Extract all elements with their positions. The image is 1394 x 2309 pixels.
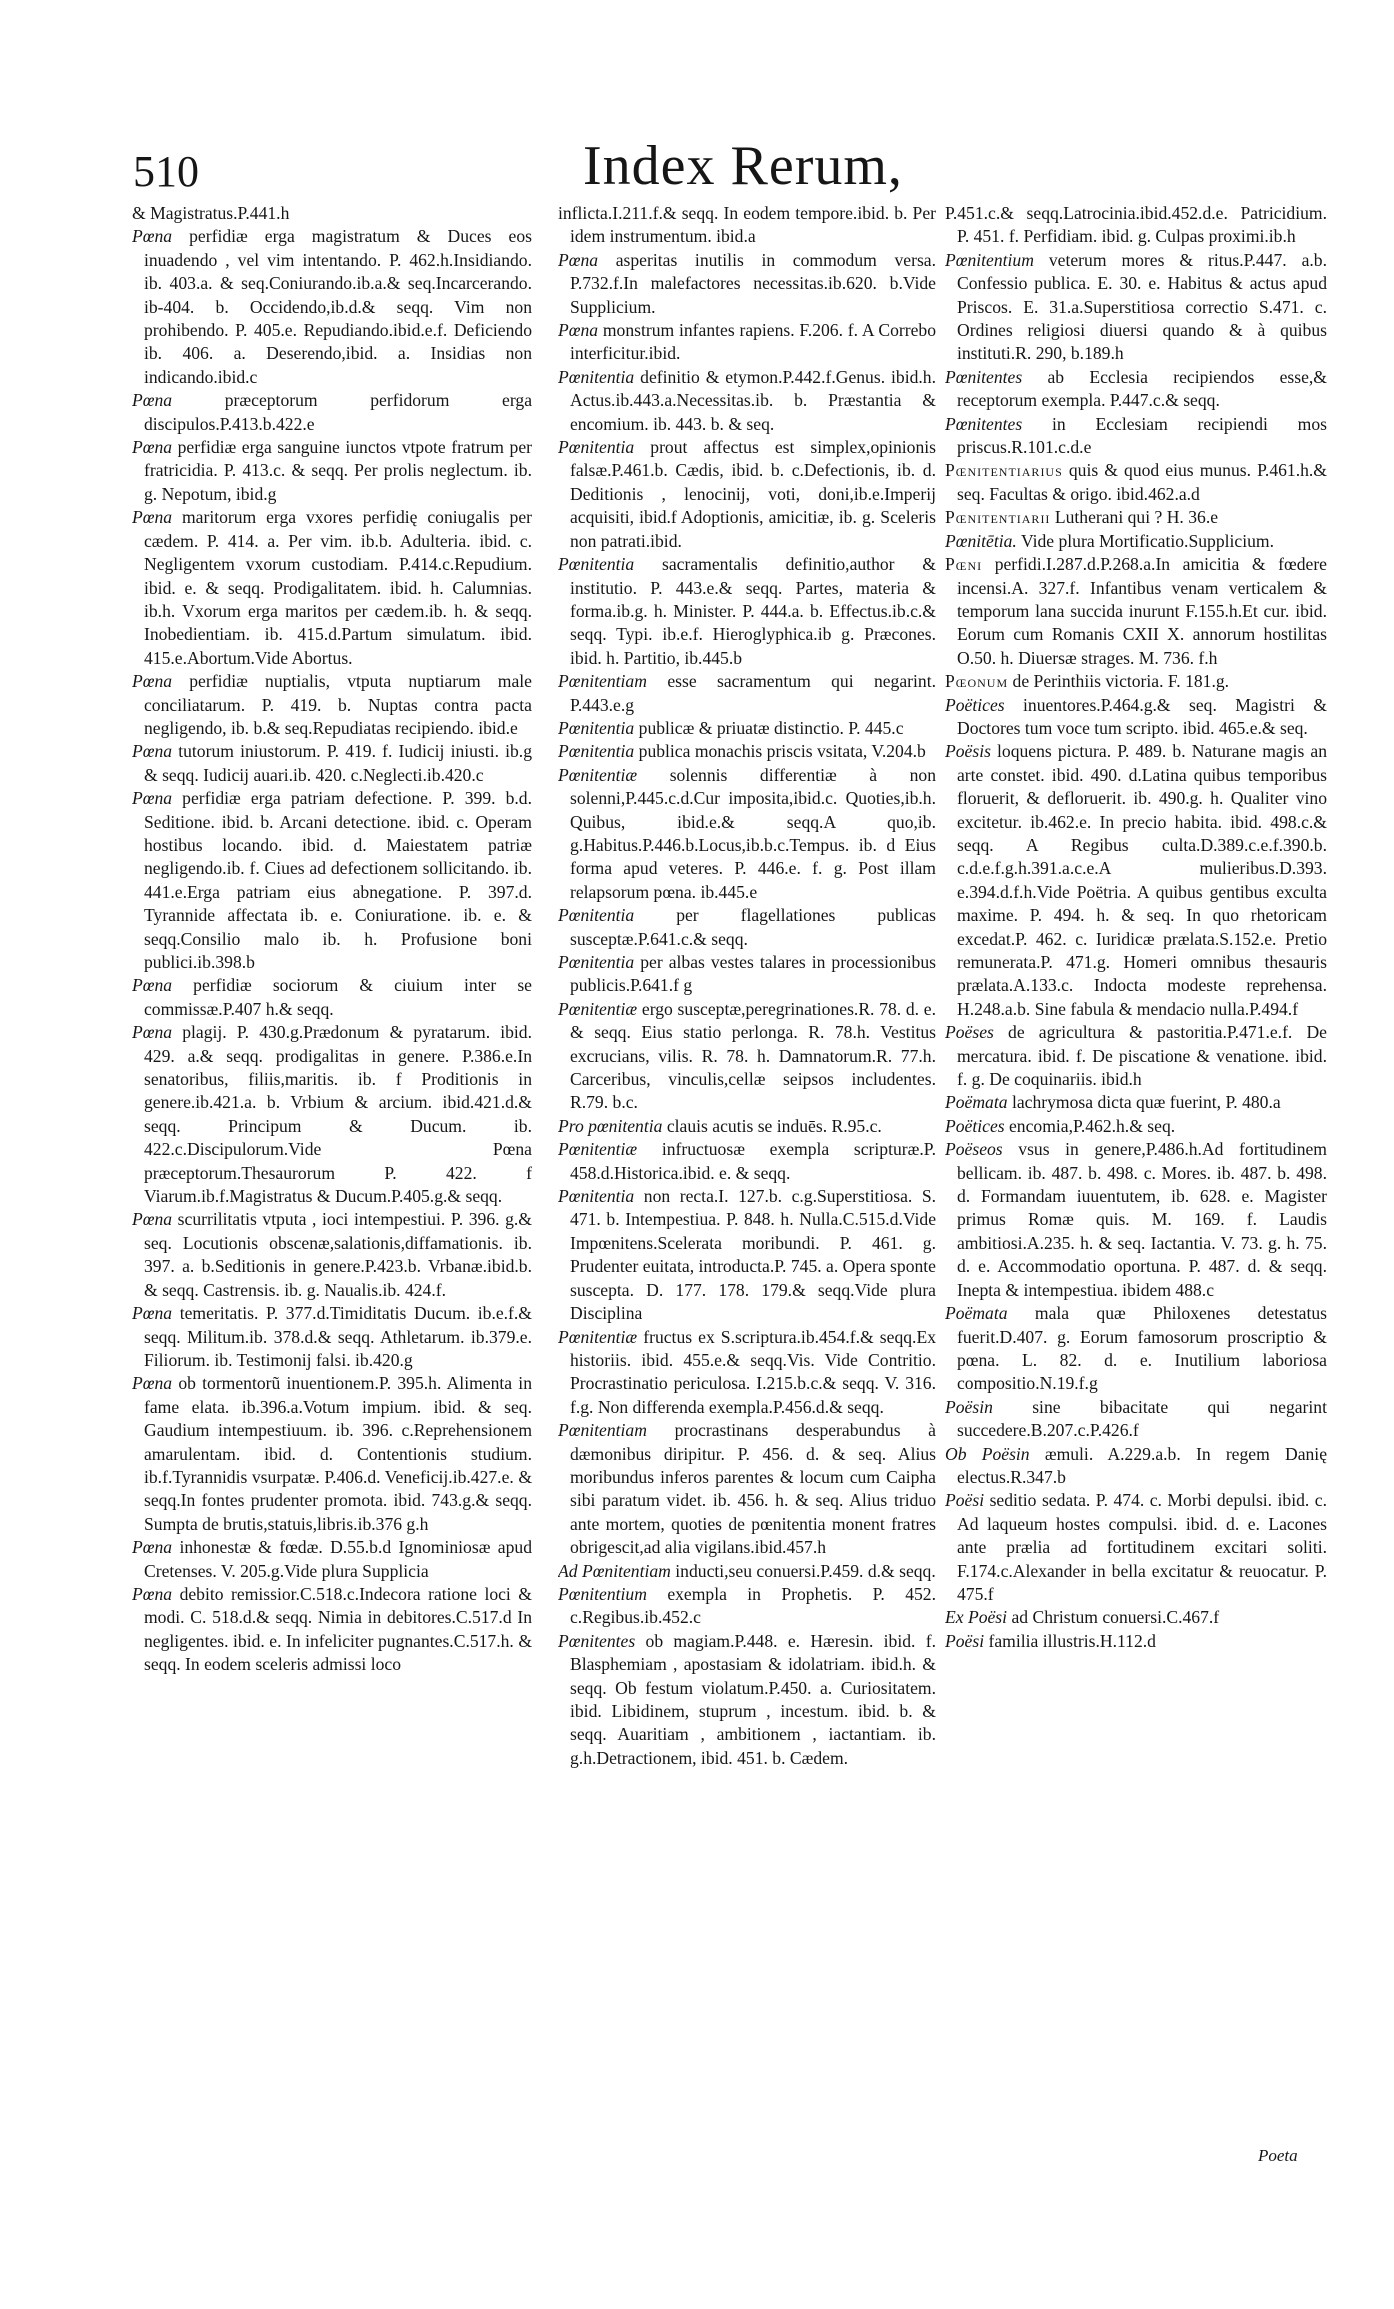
index-entry (558, 319, 936, 366)
entry-headword: Pro pœnitentia (558, 1115, 663, 1136)
index-entry (132, 1208, 532, 1302)
index-entry (945, 1606, 1327, 1629)
entry-headword: Ex Poësi (945, 1607, 1008, 1628)
index-entry (132, 1372, 532, 1536)
entry-text: publica monachis priscis vsitata, V.204.b (638, 741, 926, 762)
index-entry (132, 436, 532, 506)
entry-headword-smallcaps: Pœnitentiarius (945, 460, 1063, 481)
entry-headword: Pœnitentium (558, 1583, 647, 1604)
index-entry (945, 670, 1327, 693)
entry-text: & Magistratus.P.441.h (132, 203, 290, 223)
entry-text: non recta.I. 127.b. c.g.Superstitiosa. S. 471. b. Intempestiua. P. 848. h. Nulla.C.515.d.Vide Impœnitens.Scelerata moribundi. P. 461. g. Prudenter euitata, introducta.P. 745. a. Opera sponte suscepta. D. 177. 178. 179.& seqq.Vide plura Disciplina (570, 1186, 936, 1324)
entry-headword: Poësi (945, 1630, 985, 1651)
entry-headword: Pœna (132, 741, 173, 762)
entry-text: perfidiæ erga magistratum & Duces eos inuadendo , vel vim intentando. P. 462.h.Insidiando. ib. 403.a. & seq.Coniurando.ib.a.& seq.Incarcerando. ib-404. b. Occidendo,ib.d.& seqq. Vim non prohibendo. P. 405.e. Repudiando.ibid.e.f. Deficiendo ib. 406. a. Deserendo,ibid. a. Insidias non indicando.ibid.c (144, 226, 532, 387)
index-entry (558, 1326, 936, 1420)
entry-text: de agricultura & pastoritia.P.471.e.f. De mercatura. ibid. f. De piscatione & venatione. ibid. f. g. De coquinariis. ibid.h (957, 1022, 1327, 1090)
entry-headword: Ad Pœnitentiam (558, 1560, 671, 1581)
index-entry (558, 1138, 936, 1185)
entry-text: perfidiæ erga sanguine iunctos vtpote fratrum per fratricidia. P. 413.c. & seqq. Per prolis neglectum. ib. g. Nepotum, ibid.g (144, 437, 532, 504)
entry-text: temeritatis. P. 377.d.Timiditatis Ducum. ib.e.f.& seqq. Militum.ib. 378.d.& seqq. Athletarum. ib.379.e. Filiorum. ib. Testimonij falsi. ib.420.g (144, 1303, 532, 1370)
entry-text: perfidiæ nuptialis, vtputa nuptiarum male conciliatarum. P. 419. b. Nuptas contra pacta negligendo, ib. b.& seq.Repudiatas recipiendo. ibid.e (144, 671, 532, 738)
index-entry (132, 974, 532, 1021)
index-entry (558, 951, 936, 998)
entry-text: veterum mores & ritus.P.447. a.b. Confessio publica. E. 30. e. Habitus & actus apud Priscos. E. 31.a.Superstitiosa correctio S.471. c. Ordines religiosi diuersi quando & à quibus instituti.R. 290, b.189.h (957, 249, 1327, 364)
entry-text: ergo susceptæ,peregrinationes.R. 78. d. e. & seqq. Eius statio perlonga. R. 78.h. Vestitus excrucians, vilis. R. 78. h. Damnatorum.R. 77.h. Carceribus, vinculis,cellæ seipsos includentes. R.79. b.c. (570, 998, 936, 1113)
entry-text: plagij. P. 430.g.Prædonum & pyratarum. ibid. 429. a.& seqq. prodigalitas in genere. P.386.e.In senatoribus, filiis,maritis. ib. f Proditionis in genere.ib.421.a. b. Vrbium & arcium. ibid.421.d.& seqq. Principum & Ducum. ib. 422.c.Discipulorum.Vide Pœna præceptorum.Thesaurorum P. 422. f Viarum.ib.f.Magistratus & Ducum.P.405.g.& seqq. (144, 1022, 532, 1207)
index-entry (132, 506, 532, 670)
index-entry (558, 1115, 936, 1138)
entry-headword: Pœnitentiæ (558, 764, 638, 785)
entry-headword: Pœna (132, 1373, 173, 1394)
index-entry (132, 1302, 532, 1372)
entry-headword: Pœnitentia (558, 366, 635, 387)
index-entry (945, 553, 1327, 670)
index-entry (558, 366, 936, 436)
entry-text: scurrilitatis vtputa , ioci intempestiui. P. 396. g.& seq. Locutionis obscenæ,salationis,diffamationis. ib. 397. a. b.Seditionis in genere.P.423.b. Vrbanæ.ibid.b. & seqq. Castrensis. ib. g. Naualis.ib. 424.f. (144, 1209, 532, 1300)
index-entry (558, 1583, 936, 1630)
entry-text: sacramentalis definitio,author & institutio. P. 443.e.& seqq. Partes, materia & forma.ib.g. h. Minister. P. 444.a. b. Effectus.ib.c.& seqq. Typi. ib.e.f. Hieroglyphica.ib g. Præcones. ibid. h. Partitio, ib.445.b (570, 554, 936, 668)
index-entry (945, 1630, 1327, 1653)
entry-text: ad Christum conuersi.C.467.f (1011, 1607, 1220, 1628)
entry-text: ob tormentorũ inuentionem.P. 395.h. Alimenta in fame elata. ib.396.a.Votum impium. ibid. & seq. Gaudium intempestiuum. ib. 396. c.Reprehensionem amarulentam. ibid. d. Contentionis studium. ib.f.Tyrannidis vsurpatæ. P.406.d. Veneficij.ib.427.e. & seqq.In fontes prudenter promota. ibid. 743.g.& seqq. Sumpta de brutis,statuis,libris.ib.376 g.h (144, 1373, 532, 1534)
entry-headword: Pœnitentia (558, 554, 635, 575)
index-entry (558, 1185, 936, 1325)
entry-text: publicæ & priuatæ distinctio. P. 445.c (638, 717, 904, 738)
entry-text: ob magiam.P.448. e. Hæresin. ibid. f. Blasphemiam , apostasiam & idolatriam. ibid.h. & seqq. Ob festum violatum.P.450. a. Curiositatem. ibid. Libidinem, stuprum , incestum. ibid. b. & seqq. Auaritiam , ambitionem , iactantiam. ib. g.h.Detractionem, ibid. 451. b. Cædem. (570, 1630, 936, 1768)
index-entry (558, 1419, 936, 1559)
index-entry (558, 670, 936, 717)
entry-headword: Pœnitentiæ (558, 1326, 638, 1347)
entry-text: infructuosæ exempla scripturæ.P. 458.d.Historica.ibid. e. & seqq. (570, 1139, 936, 1183)
entry-headword: Pœna (132, 671, 173, 692)
index-entry (945, 1138, 1327, 1302)
entry-headword: Poëseos (945, 1139, 1003, 1160)
entry-text: inuentores.P.464.g.& seq. Magistri & Doctores tum voce tum scripto. ibid. 465.e.& seq. (957, 694, 1327, 738)
index-entry (558, 202, 936, 249)
catchword: Poeta (1258, 2146, 1298, 2165)
entry-headword: Poëmata (945, 1303, 1008, 1324)
entry-headword: Pœna (132, 975, 173, 996)
entry-headword-smallcaps: Pœnitentiarii (945, 507, 1051, 528)
running-title: Index Rerum, (583, 135, 903, 197)
entry-headword: Ob Poësin (945, 1443, 1030, 1464)
index-entry (132, 225, 532, 389)
entry-text: æmuli. A.229.a.b. In regem Danię electus.R.347.b (957, 1443, 1327, 1487)
entry-text: sine bibacitate qui negarint succedere.B.207.c.P.426.f (957, 1396, 1327, 1441)
entry-headword: Pœna (132, 788, 173, 809)
index-entry (945, 1443, 1327, 1490)
entry-text: fructus ex S.scriptura.ib.454.f.& seqq.Ex historiis. ibid. 455.e.& seqq.Vis. Vide Contritio. Procrastinatio periculosa. I.215.b.c.& seqq. V. 316. f.g. Non differenda exempla.P.456.d.& seqq. (570, 1326, 936, 1417)
entry-headword: Pœna (132, 1583, 173, 1604)
index-entry (945, 413, 1327, 460)
entry-text: perfidiæ sociorum & ciuium inter se commissæ.P.407 h.& seqq. (144, 975, 532, 1019)
entry-headword: Pœnitētia. (945, 530, 1017, 551)
entry-text: tutorum iniustorum. P. 419. f. Iudicij iniusti. ib.g & seqq. Iudicij auari.ib. 420. c.Neglecti.ib.420.c (144, 741, 532, 785)
entry-headword: Poësis (945, 741, 991, 762)
entry-headword: Pœna (132, 437, 173, 458)
index-column-2 (558, 202, 936, 2152)
index-entry (558, 717, 936, 740)
entry-headword: Pœnitentia (558, 717, 635, 738)
entry-text: clauis acutis se induēs. R.95.c. (666, 1115, 882, 1136)
index-entry (945, 694, 1327, 741)
entry-text: prout affectus est simplex,opinionis falsæ.P.461.b. Cædis, ibid. b. c.Defectionis, ib. d. Deditionis , lenocinij, voti, doni,ib.e.Imperij acquisiti, ibid.f Adoptionis, amicitiæ, ib. g. Sceleris non patrati.ibid. (570, 437, 936, 551)
index-entry (945, 1021, 1327, 1091)
entry-text: in Ecclesiam recipiendi mos priscus.R.101.c.d.e (957, 413, 1327, 458)
index-entry (945, 1115, 1327, 1138)
index-entry (945, 249, 1327, 366)
entry-text: præceptorum perfidorum erga discipulos.P.413.b.422.e (144, 390, 532, 434)
entry-headword-smallcaps: Pœonum (945, 671, 1009, 692)
index-entry (945, 1091, 1327, 1114)
entry-text: definitio & etymon.P.442.f.Genus. ibid.h. Actus.ib.443.a.Necessitas.ib. b. Præstantia & encomium. ib. 443. b. & seq. (570, 366, 936, 434)
entry-headword: Pœnitentia (558, 905, 635, 926)
entry-text: esse sacramentum qui negarint. P.443.e.g (570, 671, 936, 715)
entry-headword: Poësin (945, 1396, 993, 1417)
index-entry (558, 1630, 936, 1770)
index-entry (945, 506, 1327, 529)
entry-headword: Pœnitentia (558, 741, 635, 762)
entry-text: loquens pictura. P. 489. b. Naturane magis an arte constet. ibid. 490. d.Latina quibus temporibus floruerit, & defloruerit. ib. 490.g. h. Qualiter vino excitetur. ib.462.e. In precio habita. ibid. 498.c.& seqq. A Regibus culta.D.389.c.e.f.390.b. c.d.e.f.g.h.391.a.c.e.A mulieribus.D.393. e.394.d.f.h.Vide Poëtria. A quibus gentibus exculta maxime. P. 494. h. & seq. In quo rhetoricam excedat.P. 462. c. Iuridicæ prælata.S.152.e. Pretio remunerata.P. 471.g. Homeri omnibus thesauris prælata.A.133.c. Indocta modeste reprehensa. H.248.a.b. Sine fabula & mendacio nulla.P.494.f (957, 741, 1327, 1019)
index-entry (945, 740, 1327, 1021)
index-entry (945, 1489, 1327, 1606)
entry-text: ab Ecclesia recipiendos esse,& receptorum exempla. P.447.c.& seqq. (957, 366, 1327, 411)
entry-text: seditio sedata. P. 474. c. Morbi depulsi. ibid. c. Ad laqueum hostes compulsi. ibid. d. e. Lacones ante prælia ad fortitudinem excitari soliti. F.174.c.Alexander in bella excitatur & reuocatur. P. 475.f (957, 1490, 1327, 1604)
index-entry (945, 202, 1327, 249)
entry-headword: Pœna (132, 1537, 173, 1558)
entry-text: procrastinans desperabundus à dæmonibus diripitur. P. 456. d. & seq. Alius moribundus inferos parentes & locum cum Caipha sibi paratum videt. ib. 456. h. & seq. Alius triduo ante mortem, quoties de pœnitentia monent fratres obrigescit,ad alia vigilans.ibid.457.h (570, 1420, 936, 1558)
entry-headword: Pœnitentiæ (558, 998, 638, 1019)
entry-text: debito remissior.C.518.c.Indecora ratione loci & modi. C. 518.d.& seqq. Nimia in debitores.C.517.d In negligentes. ibid. e. In infeliciter pugnantes.C.517.h. & seqq. In eodem sceleris admissi loco (144, 1583, 532, 1675)
entry-headword: Pœnitentes (945, 413, 1023, 434)
entry-text: per flagellationes publicas susceptæ.P.641.c.& seqq. (570, 905, 936, 949)
entry-headword: Poëtices (945, 1115, 1005, 1136)
entry-headword: Pœnitentium (945, 249, 1034, 270)
entry-text: inducti,seu conuersi.P.459. d.& seqq. (675, 1560, 936, 1581)
entry-headword: Pœnitentes (945, 366, 1023, 387)
entry-text: mala quæ Philoxenes detestatus fuerit.D.407. g. Eorum famosorum proscriptio & pœna. L. 82. d. e. Inutilium laboriosa compositio.N.19.f.g (957, 1303, 1327, 1394)
index-entry (558, 764, 936, 904)
entry-text: per albas vestes talares in processionibus publicis.P.641.f g (570, 952, 936, 996)
entry-headword-smallcaps: Pœni (945, 554, 983, 575)
entry-text: encomia,P.462.h.& seq. (1009, 1115, 1176, 1136)
entry-headword: Pœna (132, 1209, 173, 1230)
entry-text: familia illustris.H.112.d (988, 1630, 1156, 1651)
index-entry (558, 740, 936, 763)
index-entry (945, 530, 1327, 553)
entry-headword: Pœna (132, 226, 173, 247)
entry-text: exempla in Prophetis. P. 452. c.Regibus.ib.452.c (570, 1583, 936, 1628)
entry-headword: Pœnitentia (558, 437, 635, 458)
entry-headword: Pœna (132, 1022, 173, 1043)
index-entry (558, 1560, 936, 1583)
entry-headword: Pœnitentes (558, 1630, 636, 1651)
index-column-1 (132, 202, 532, 2152)
entry-text: perfidiæ erga patriam defectione. P. 399. b.d. Seditione. ibid. b. Arcani detectione. ibid. c. Operam hostibus locando. ibid. d. Maiestatem patriæ negligendo.ib. f. Ciues ad defectionem sollicitando. ib. 441.e.Erga patriam eius abnegatione. P. 397.d. Tyrannide affectata ib. e. Coniuratione. ib. e. & seqq.Consilio malo ib. h. Profusione boni publici.ib.398.b (144, 788, 532, 972)
index-entry (558, 436, 936, 553)
entry-text: Vide plura Mortificatio.Supplicium. (1020, 530, 1274, 551)
index-column-3 (945, 202, 1327, 2152)
index-entry (558, 553, 936, 670)
index-entry (132, 787, 532, 974)
index-entry (132, 740, 532, 787)
entry-headword: Pœna (132, 507, 173, 528)
entry-text: inhonestæ & fœdæ. D.55.b.d Ignominiosæ apud Cretenses. V. 205.g.Vide plura Supplicia (144, 1537, 532, 1581)
index-entry (132, 1536, 532, 1583)
index-entry (945, 1396, 1327, 1443)
entry-headword: Pœnitentia (558, 952, 635, 972)
index-entry (558, 249, 936, 319)
index-entry (132, 1583, 532, 1677)
entry-headword: Pœnitentiæ (558, 1139, 638, 1160)
entry-headword: Pœnitentiam (558, 1420, 647, 1441)
entry-headword: Poëses (945, 1022, 994, 1043)
entry-text: quis & quod eius munus. P.461.h.& seq. Facultas & origo. ibid.462.a.d (957, 460, 1327, 504)
entry-headword: Pœnitentia (558, 1186, 635, 1207)
entry-headword: Poëmata (945, 1092, 1008, 1113)
index-entry (945, 459, 1327, 506)
entry-text: vsus in genere,P.486.h.Ad fortitudinem bellicam. ib. 487. b. 498. c. Mores. ib. 487. b. 498. d. Formandam iuuentutem, ib. 628. e. Magister primus Romæ quis. M. 169. f. Laudis ambitiosi.A.235. h. & seq. Iactantia. V. 73. g. h. 75. d. e. Accommodatio oportuna. P. 487. d. & seqq. Inepta & intempestiua. ibidem 488.c (957, 1139, 1327, 1300)
entry-headword: Pœna (558, 320, 599, 341)
entry-headword: Poëtices (945, 694, 1005, 715)
entry-text: asperitas inutilis in commodum versa. P.732.f.In malefactores necessitas.ib.620. b.Vide Supplicium. (570, 249, 936, 317)
index-entry (132, 389, 532, 436)
entry-text: P.451.c.& seqq.Latrocinia.ibid.452.d.e. Patricidium. P. 451. f. Perfidiam. ibid. g. Culpas proximi.ib.h (945, 203, 1327, 247)
entry-headword: Pœna (132, 390, 173, 411)
entry-headword: Poësi (945, 1490, 985, 1511)
index-entry (945, 366, 1327, 413)
entry-text: solennis differentiæ à non solenni,P.445.c.d.Cur imposita,ibid.c. Quoties,ib.h. Quibus, ibid.e.& seqq.A quo,ib. g.Habitus.P.446.b.Locus,ib.b.c.Tempus. ib. d Eius forma apud veteres. P. 446.e. f. g. Post illam relapsorum pœna. ib.445.e (570, 764, 936, 902)
entry-text: maritorum erga vxores perfidię coniugalis per cædem. P. 414. a. Per vim. ib.b. Adulteria. ibid. c. Negligentem vxorum custodiam. P.414.c.Repudium. ibid. e. & seqq. Prodigalitatem. ibid. h. Calumnias. ib.h. Vxorum erga maritos per cædem.ib. h. & seqq. Inobedientiam. ib. 415.d.Partum simulatum. ibid. 415.e.Abortum.Vide Abortus. (144, 507, 532, 668)
entry-headword: Pœna (132, 1303, 173, 1324)
entry-text: monstrum infantes rapiens. F.206. f. A Correbo interficitur.ibid. (570, 320, 936, 364)
entry-text: perfidi.I.287.d.P.268.a.In amicitia & fœdere incensi.A. 327.f. Infantibus venam verticalem & temporum lana succida inurunt F.155.h.Et cur. ibid. Eorum cum Romanis CXII X. annorum hostilitas O.50. h. Diuersæ strages. M. 736. f.h (957, 554, 1327, 668)
index-entry (945, 1302, 1327, 1396)
index-entry (558, 998, 936, 1115)
index-entry (132, 670, 532, 740)
entry-text: inflicta.I.211.f.& seqq. In eodem tempore.ibid. b. Per idem instrumentum. ibid.a (558, 203, 936, 247)
page-number: 510 (133, 147, 199, 196)
entry-text: de Perinthiis victoria. F. 181.g. (1012, 671, 1230, 692)
entry-headword: Pœna (558, 249, 599, 270)
entry-text: Lutherani qui ? H. 36.e (1054, 507, 1219, 528)
entry-text: lachrymosa dicta quæ fuerint, P. 480.a (1011, 1092, 1281, 1113)
index-entry (132, 1021, 532, 1208)
index-entry (132, 202, 532, 225)
entry-headword: Pœnitentiam (558, 671, 647, 692)
index-entry (558, 904, 936, 951)
